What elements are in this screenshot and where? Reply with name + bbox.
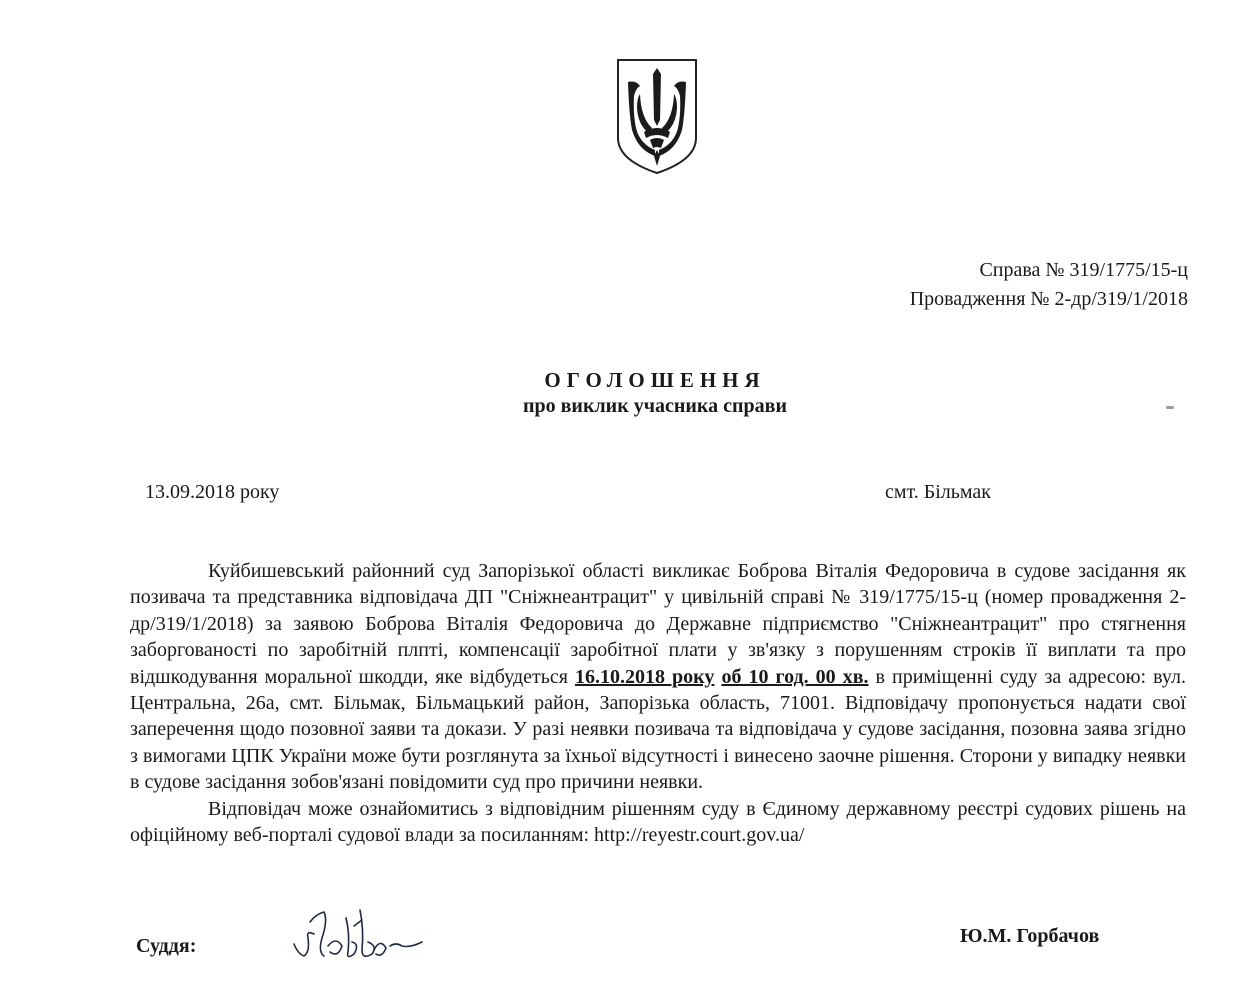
judge-name: Ю.М. Горбачов <box>960 925 1100 947</box>
body-paragraph-1 <box>130 558 1186 796</box>
notice-subtitle: про виклик учасника справи <box>522 395 788 417</box>
signature-icon <box>288 898 428 973</box>
hearing-time: об 10 год. 00 хв. <box>721 665 869 688</box>
scan-speck <box>1166 406 1174 409</box>
notice-place: смт. Більмак <box>885 481 992 503</box>
proceeding-number: Провадження № 2-др/319/1/2018 <box>909 288 1188 310</box>
coat-of-arms-of-ukraine-icon <box>614 56 700 176</box>
notice-body <box>130 558 1186 848</box>
notice-date: 13.09.2018 року <box>145 481 280 503</box>
paragraph-1-text-c: в приміщенні суду за адресою: вул. Центральна, 26а, смт. Більмак, Більмацький район, Запорізька область, 71001. Відповідачу пропонується надати свої заперечення щодо позовної заяви та докази. У разі неявки позивача та відповідача у судове засідання, позовна заява згідно з вимогами ЦПК України може бути розглянута за їхньої відсутності і винесено заочне рішення. Сторони у випадку неявки в судове засідання зобов'язані повідомити суд про причини неявки. <box>130 665 1186 794</box>
notice-title: ОГОЛОШЕННЯ <box>544 368 766 392</box>
case-number: Справа № 319/1775/15-ц <box>979 259 1188 281</box>
body-paragraph-2: Відповідач може ознайомитись з відповідним рішенням суду в Єдиному державному реєстрі судових рішень на офіційному веб-порталі судової влади за посиланням: http://reyestr.court.gov.ua/ <box>130 797 1186 847</box>
case-number-block <box>910 256 1188 314</box>
judge-label: Суддя: <box>136 935 197 957</box>
paragraph-1-text-a: Куйбишевський районний суд Запорізької області викликає Боброва Віталія Федоровича в судове засідання як позивача та представника відповідача ДП "Сніжнеантрацит" у цивільній справі № 319/1775/15-ц (номер провадження 2-др/319/1/2018) за заявою Боброва Віталія Федоровича до Державне підприємство "Сніжнеантрацит" про стягнення заборгованості по заробітній плпті, компенсації заробітної плати у зв'язку з порушенням строків її виплати та про відшкодування моральної шкодди, яке відбудеться <box>130 560 1186 688</box>
hearing-date: 16.10.2018 року <box>574 665 715 688</box>
